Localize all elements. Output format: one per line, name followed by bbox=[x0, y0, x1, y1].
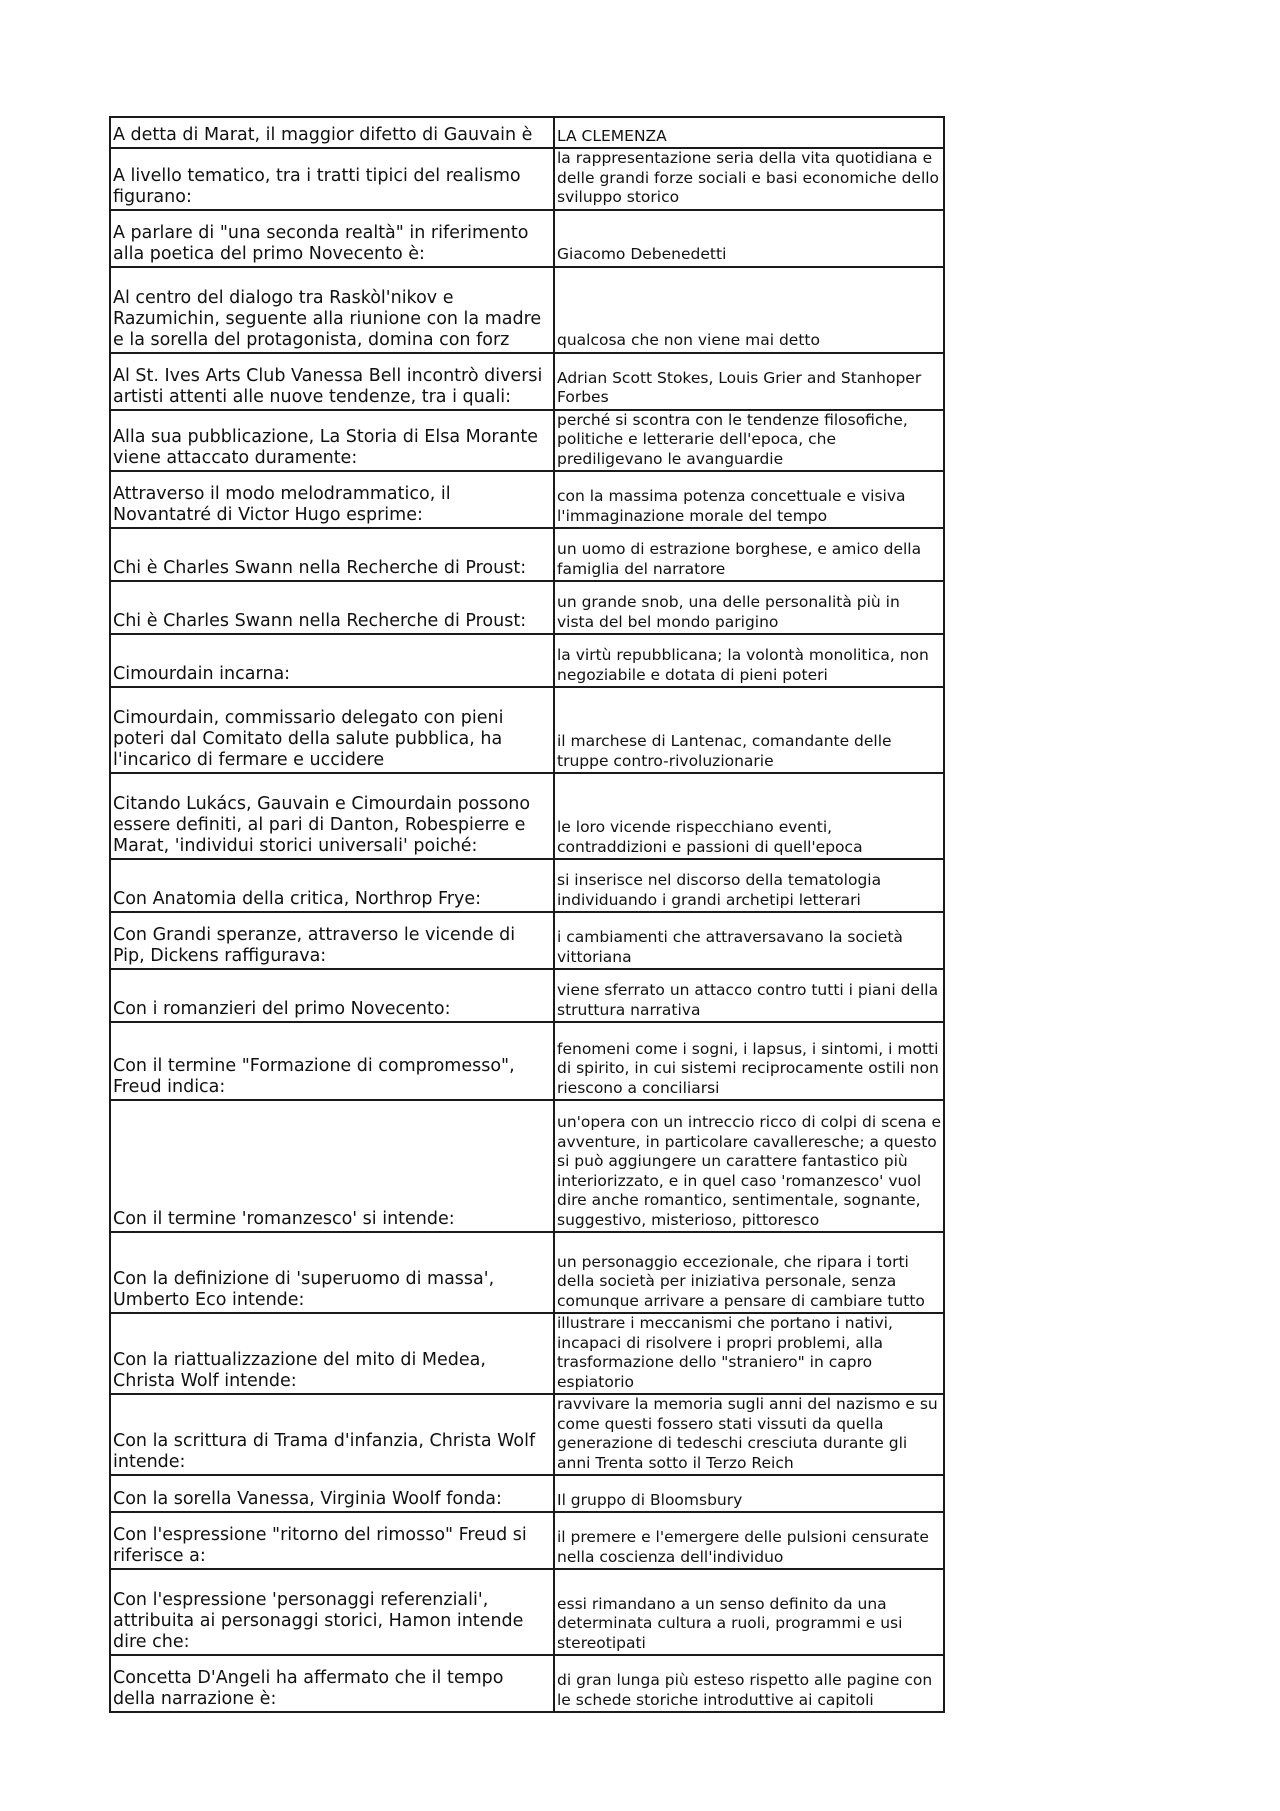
table-row bbox=[110, 634, 944, 687]
table-row bbox=[110, 1313, 944, 1394]
answer-cell: fenomeni come i sogni, i lapsus, i sintomi, i motti di spirito, in cui sistemi reciprocamente ostili non riescono a conciliarsi bbox=[554, 1022, 944, 1100]
answer-cell: con la massima potenza concettuale e visiva l'immaginazione morale del tempo bbox=[554, 471, 944, 528]
table-row bbox=[110, 210, 944, 267]
question-cell: Chi è Charles Swann nella Recherche di Proust: bbox=[110, 581, 554, 634]
question-cell: Chi è Charles Swann nella Recherche di Proust: bbox=[110, 528, 554, 581]
answer-cell: un'opera con un intreccio ricco di colpi di scena e avventure, in particolare cavalleresche; a questo si può aggiungere un carattere fantastico più interiorizzato, e in quel caso 'romanzesco' vuol dire anche romantico, sentimentale, sognante, suggestivo, misterioso, pittoresco bbox=[554, 1100, 944, 1232]
table-row bbox=[110, 267, 944, 353]
question-cell: Con l'espressione 'personaggi referenziali', attribuita ai personaggi storici, Hamon intende dire che: bbox=[110, 1569, 554, 1655]
table-row bbox=[110, 1569, 944, 1655]
question-cell: Con l'espressione "ritorno del rimosso" Freud si riferisce a: bbox=[110, 1512, 554, 1569]
table-row bbox=[110, 1655, 944, 1712]
question-cell: Con il termine "Formazione di compromesso", Freud indica: bbox=[110, 1022, 554, 1100]
question-cell: Citando Lukács, Gauvain e Cimourdain possono essere definiti, al pari di Danton, Robespierre e Marat, 'individui storici universali' poiché: bbox=[110, 773, 554, 859]
question-cell: Attraverso il modo melodrammatico, il Novantatré di Victor Hugo esprime: bbox=[110, 471, 554, 528]
question-cell: Al St. Ives Arts Club Vanessa Bell incontrò diversi artisti attenti alle nuove tendenze, tra i quali: bbox=[110, 353, 554, 410]
question-cell: Con la sorella Vanessa, Virginia Woolf fonda: bbox=[110, 1475, 554, 1512]
question-cell: A parlare di "una seconda realtà" in riferimento alla poetica del primo Novecento è: bbox=[110, 210, 554, 267]
answer-cell: illustrare i meccanismi che portano i nativi, incapaci di risolvere i propri problemi, alla trasformazione dello "straniero" in capro espiatorio bbox=[554, 1313, 944, 1394]
answer-cell: i cambiamenti che attraversavano la società vittoriana bbox=[554, 912, 944, 969]
answer-cell: il premere e l'emergere delle pulsioni censurate nella coscienza dell'individuo bbox=[554, 1512, 944, 1569]
answer-cell: Adrian Scott Stokes, Louis Grier and Stanhoper Forbes bbox=[554, 353, 944, 410]
answer-cell: la rappresentazione seria della vita quotidiana e delle grandi forze sociali e basi economiche dello sviluppo storico bbox=[554, 148, 944, 210]
table-row bbox=[110, 773, 944, 859]
question-cell: A detta di Marat, il maggior difetto di Gauvain è bbox=[110, 117, 554, 148]
qa-table bbox=[109, 116, 945, 1713]
answer-cell: il marchese di Lantenac, comandante delle truppe contro-rivoluzionarie bbox=[554, 687, 944, 773]
answer-cell: qualcosa che non viene mai detto bbox=[554, 267, 944, 353]
question-cell: Con Grandi speranze, attraverso le vicende di Pip, Dickens raffigurava: bbox=[110, 912, 554, 969]
table-row bbox=[110, 471, 944, 528]
answer-cell: Giacomo Debenedetti bbox=[554, 210, 944, 267]
question-cell: Al centro del dialogo tra Raskòl'nikov e Razumichin, seguente alla riunione con la madre e la sorella del protagonista, domina con forz bbox=[110, 267, 554, 353]
answer-cell: la virtù repubblicana; la volontà monolitica, non negoziabile e dotata di pieni poteri bbox=[554, 634, 944, 687]
answer-cell: essi rimandano a un senso definito da una determinata cultura a ruoli, programmi e usi stereotipati bbox=[554, 1569, 944, 1655]
answer-cell: un uomo di estrazione borghese, e amico della famiglia del narratore bbox=[554, 528, 944, 581]
table-row bbox=[110, 859, 944, 912]
question-cell: Con la scrittura di Trama d'infanzia, Christa Wolf intende: bbox=[110, 1394, 554, 1475]
table-row bbox=[110, 528, 944, 581]
answer-cell: le loro vicende rispecchiano eventi, contraddizioni e passioni di quell'epoca bbox=[554, 773, 944, 859]
table-row bbox=[110, 148, 944, 210]
question-cell: Cimourdain, commissario delegato con pieni poteri dal Comitato della salute pubblica, ha l'incarico di fermare e uccidere bbox=[110, 687, 554, 773]
table-row bbox=[110, 117, 944, 148]
qa-table-body bbox=[110, 117, 944, 1712]
answer-cell: LA CLEMENZA bbox=[554, 117, 944, 148]
answer-cell: un personaggio eccezionale, che ripara i torti della società per iniziativa personale, senza comunque arrivare a pensare di cambiare tutto bbox=[554, 1232, 944, 1313]
table-row bbox=[110, 1475, 944, 1512]
question-cell: Con il termine 'romanzesco' si intende: bbox=[110, 1100, 554, 1232]
answer-cell: viene sferrato un attacco contro tutti i piani della struttura narrativa bbox=[554, 969, 944, 1022]
table-row bbox=[110, 912, 944, 969]
question-cell: Con la riattualizzazione del mito di Medea, Christa Wolf intende: bbox=[110, 1313, 554, 1394]
question-cell: Alla sua pubblicazione, La Storia di Elsa Morante viene attaccato duramente: bbox=[110, 410, 554, 472]
table-row bbox=[110, 1022, 944, 1100]
answer-cell: perché si scontra con le tendenze filosofiche, politiche e letterarie dell'epoca, che prediligevano le avanguardie bbox=[554, 410, 944, 472]
table-row bbox=[110, 353, 944, 410]
question-cell: Cimourdain incarna: bbox=[110, 634, 554, 687]
question-cell: Con Anatomia della critica, Northrop Frye: bbox=[110, 859, 554, 912]
question-cell: Con la definizione di 'superuomo di massa', Umberto Eco intende: bbox=[110, 1232, 554, 1313]
question-cell: Concetta D'Angeli ha affermato che il tempo della narrazione è: bbox=[110, 1655, 554, 1712]
question-cell: Con i romanzieri del primo Novecento: bbox=[110, 969, 554, 1022]
answer-cell: si inserisce nel discorso della tematologia individuando i grandi archetipi letterari bbox=[554, 859, 944, 912]
table-row bbox=[110, 581, 944, 634]
table-row bbox=[110, 687, 944, 773]
answer-cell: di gran lunga più esteso rispetto alle pagine con le schede storiche introduttive ai capitoli bbox=[554, 1655, 944, 1712]
table-row bbox=[110, 1232, 944, 1313]
answer-cell: Il gruppo di Bloomsbury bbox=[554, 1475, 944, 1512]
table-row bbox=[110, 410, 944, 472]
answer-cell: ravvivare la memoria sugli anni del nazismo e su come questi fossero stati vissuti da quella generazione di tedeschi cresciuta durante gli anni Trenta sotto il Terzo Reich bbox=[554, 1394, 944, 1475]
table-row bbox=[110, 1512, 944, 1569]
question-cell: A livello tematico, tra i tratti tipici del realismo figurano: bbox=[110, 148, 554, 210]
table-row bbox=[110, 1100, 944, 1232]
table-row bbox=[110, 969, 944, 1022]
table-row bbox=[110, 1394, 944, 1475]
answer-cell: un grande snob, una delle personalità più in vista del bel mondo parigino bbox=[554, 581, 944, 634]
